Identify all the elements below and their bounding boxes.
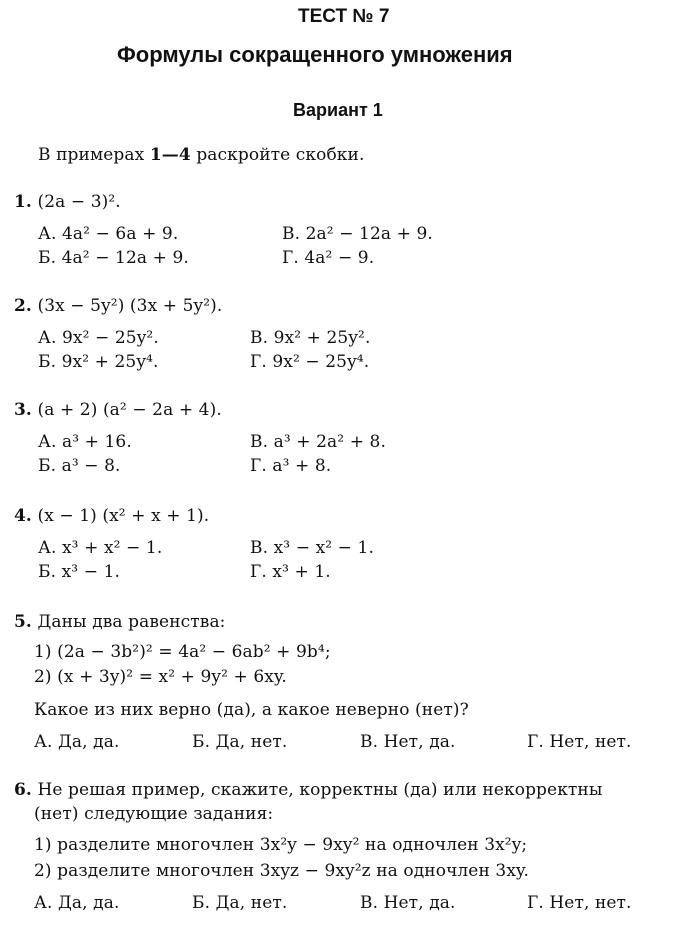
problem-3-number: 3. [14,400,32,420]
option-letter: А. [38,538,57,558]
instruction-range: 1—4 [149,145,191,165]
option-text: a³ + 8. [272,456,332,476]
problem-3-option-b [38,456,121,476]
instruction-prefix: В примерах [38,145,150,165]
option-letter: Г. [282,248,299,268]
problem-3-statement [14,400,222,420]
problem-3-option-a [38,432,132,452]
option-text: a³ − 8. [61,456,121,476]
option-letter: А. [38,432,57,452]
problem-5-option-b: Б. Да, нет. [192,732,288,752]
problem-4-option-b [38,562,120,582]
option-text: 2a² − 12a + 9. [305,224,433,244]
problem-2-expression: (3x − 5y²) (3x + 5y²). [37,296,223,316]
problem-6-option-a: А. Да, да. [34,893,120,913]
topic-title: Формулы сокращенного умножения [117,42,513,67]
option-letter: В. [250,538,269,558]
problem-4-statement [14,506,209,526]
problem-4-number: 4. [14,506,32,526]
option-text: 4a² − 6a + 9. [62,224,179,244]
problem-4-expression: (x − 1) (x² + x + 1). [37,506,210,526]
option-text: 9x² − 25y⁴. [272,352,370,372]
problem-3-option-v [250,432,386,452]
problem-6-line-1: Не решая пример, скажите, корректны (да) или некорректны [37,780,603,800]
problem-2-option-a [38,328,159,348]
option-text: 4a² − 9. [304,248,375,268]
option-letter: Г. [250,562,267,582]
option-letter: Г. [250,456,267,476]
problem-1-option-g [282,248,374,268]
problem-6-option-v: В. Нет, да. [360,893,456,913]
option-letter: Б. [38,248,57,268]
option-letter: А. [38,328,57,348]
problem-5-option-g: Г. Нет, нет. [527,732,632,752]
problem-3-option-g [250,456,331,476]
instruction [38,145,364,165]
problem-4-option-v [250,538,374,558]
problem-1-expression: (2a − 3)². [37,192,121,212]
problem-2-statement [14,296,222,316]
option-letter: В. [250,328,269,348]
option-letter: В. [282,224,301,244]
problem-6-option-g: Г. Нет, нет. [527,893,632,913]
option-text: a³ + 2a² + 8. [273,432,386,452]
problem-6-line-2: (нет) следующие задания: [34,804,274,824]
option-letter: Б. [38,562,57,582]
option-text: x³ − 1. [61,562,120,582]
option-letter: В. [250,432,269,452]
problem-5-statement [14,612,226,632]
problem-1-option-b [38,248,189,268]
option-text: 9x² − 25y². [62,328,159,348]
problem-4-option-a [38,538,162,558]
test-title: ТЕСТ № 7 [298,6,390,27]
problem-6-option-b: Б. Да, нет. [192,893,288,913]
problem-5-question: Какое из них верно (да), а какое неверно (нет)? [34,700,469,720]
option-text: 4a² − 12a + 9. [61,248,189,268]
problem-6-statement [14,780,603,800]
option-letter: Б. [38,352,57,372]
problem-5-option-a: А. Да, да. [34,732,120,752]
problem-2-number: 2. [14,296,32,316]
problem-4-option-g [250,562,331,582]
option-text: x³ + 1. [272,562,331,582]
option-text: 9x² + 25y². [273,328,371,348]
problem-5-intro: Даны два равенства: [37,612,226,632]
problem-6-number: 6. [14,780,32,800]
problem-2-option-v [250,328,370,348]
problem-1-number: 1. [14,192,32,212]
problem-5-equation-2: 2) (x + 3y)² = x² + 9y² + 6xy. [34,667,287,687]
option-text: x³ − x² − 1. [273,538,374,558]
option-text: x³ + x² − 1. [62,538,163,558]
problem-6-task-2: 2) разделите многочлен 3xyz − 9xy²z на одночлен 3xy. [34,861,529,881]
problem-5-number: 5. [14,612,32,632]
option-text: a³ + 16. [62,432,132,452]
problem-2-option-g [250,352,369,372]
problem-5-equation-1: 1) (2a − 3b²)² = 4a² − 6ab² + 9b⁴; [34,642,331,662]
option-letter: Б. [38,456,57,476]
variant-label: Вариант 1 [293,100,383,120]
problem-2-option-b [38,352,158,372]
option-letter: А. [38,224,57,244]
problem-1-option-v [282,224,433,244]
problem-3-expression: (a + 2) (a² − 2a + 4). [37,400,222,420]
problem-1-option-a [38,224,178,244]
option-text: 9x² + 25y⁴. [61,352,159,372]
problem-1-statement [14,192,121,212]
problem-5-option-v: В. Нет, да. [360,732,456,752]
option-letter: Г. [250,352,267,372]
instruction-suffix: раскройте скобки. [190,145,365,165]
problem-6-task-1: 1) разделите многочлен 3x²y − 9xy² на одночлен 3x²y; [34,835,528,855]
